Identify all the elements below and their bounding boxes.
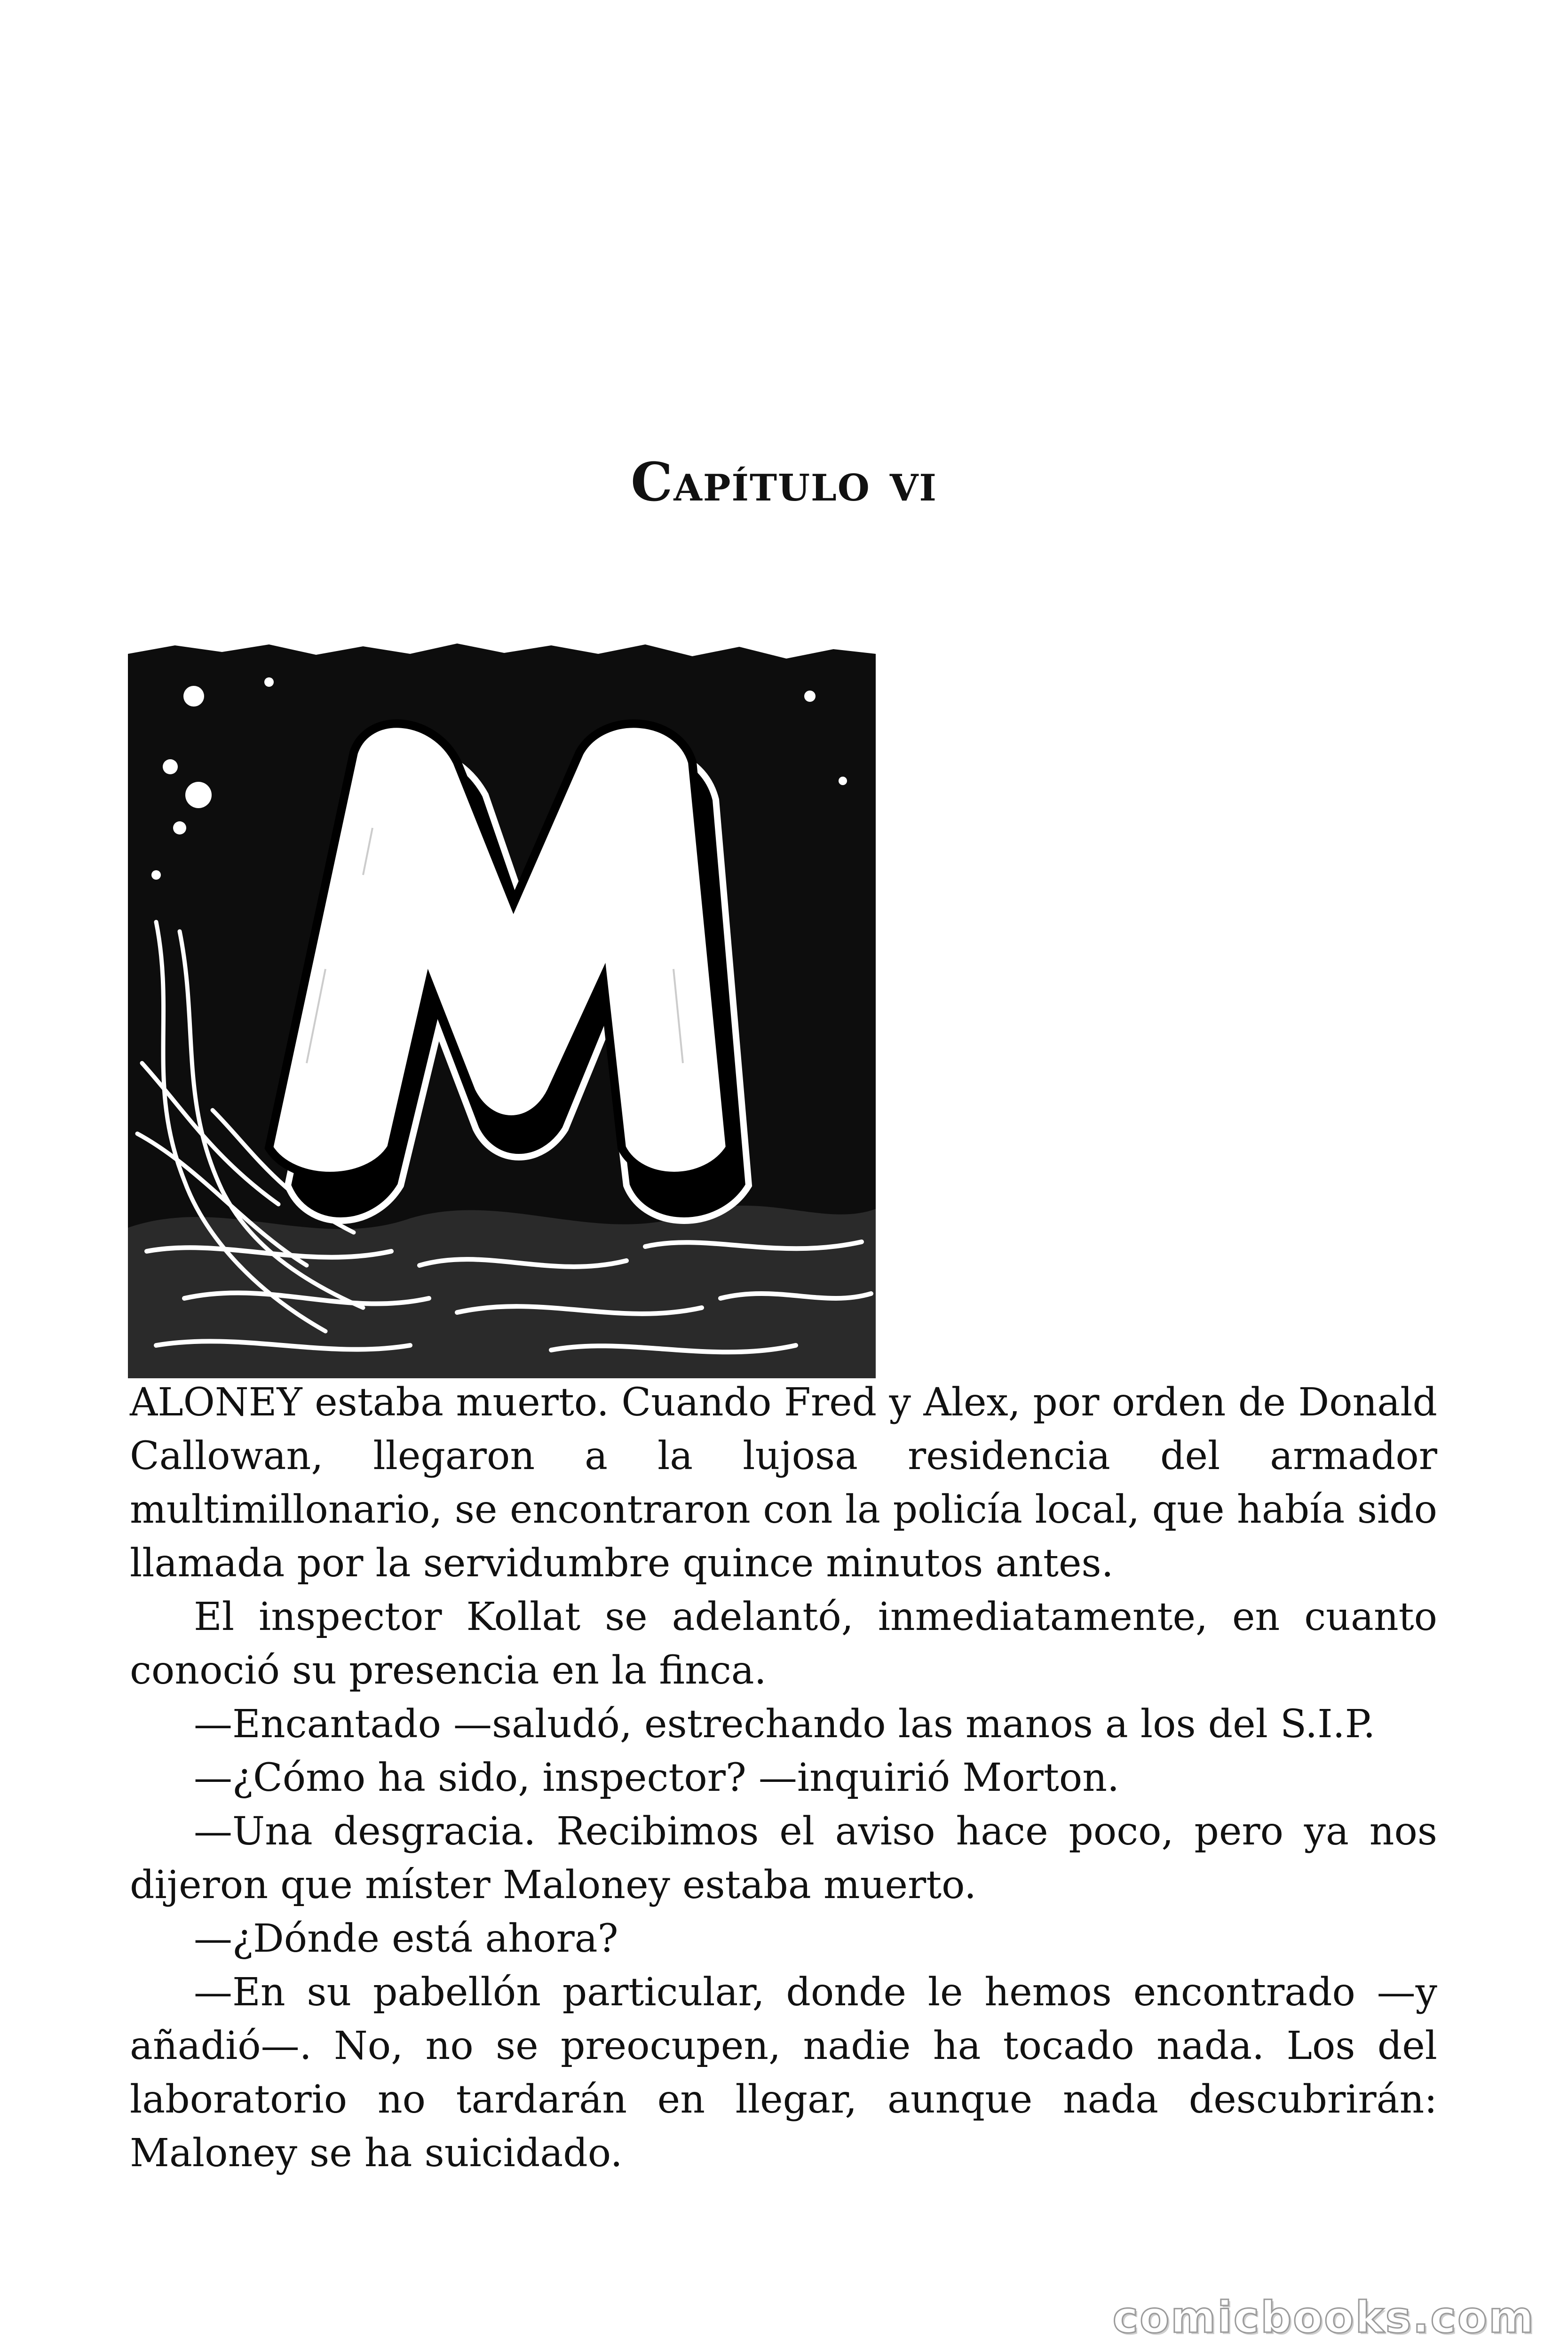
drop-cap-illustration xyxy=(128,640,876,1378)
paragraph-3: —Encantado —saludó, estrechando las manos a los del S.I.P. xyxy=(194,1702,1376,1747)
chapter-title xyxy=(0,452,1568,513)
paragraph-5: —Una desgracia. Recibimos el aviso hace poco, pero ya nos dijeron que míster Maloney estaba muerto. xyxy=(130,1809,1437,1907)
chapter-title-initial: C xyxy=(631,452,674,513)
watermark-text: comicbooks.com xyxy=(1112,2292,1535,2343)
paragraph-4: —¿Cómo ha sido, inspector? —inquirió Morton. xyxy=(194,1756,1120,1800)
paragraph-7: —En su pabellón particular, donde le hemos encontrado —y añadió—. No, no se preocupen, nadie ha tocado nada. Los del laboratorio no tardarán en llegar, aunque nada descubrirán: Maloney se ha suicidado. xyxy=(130,1970,1437,2176)
chapter-body-text xyxy=(130,1376,1437,2180)
paragraph-2: El inspector Kollat se adelantó, inmediatamente, en cuanto conoció su presencia en la finca. xyxy=(130,1595,1437,1693)
chapter-title-rest: apítulo vi xyxy=(673,452,937,513)
paragraph-6: —¿Dónde está ahora? xyxy=(194,1916,618,1961)
paragraph-1: ALONEY estaba muerto. Cuando Fred y Alex, por orden de Donald Callowan, llegaron a la lujosa residencia del armador multimillonario, se encontraron con la policía local, que había sido llamada por la servidumbre quince minutos antes. xyxy=(130,1380,1437,1586)
